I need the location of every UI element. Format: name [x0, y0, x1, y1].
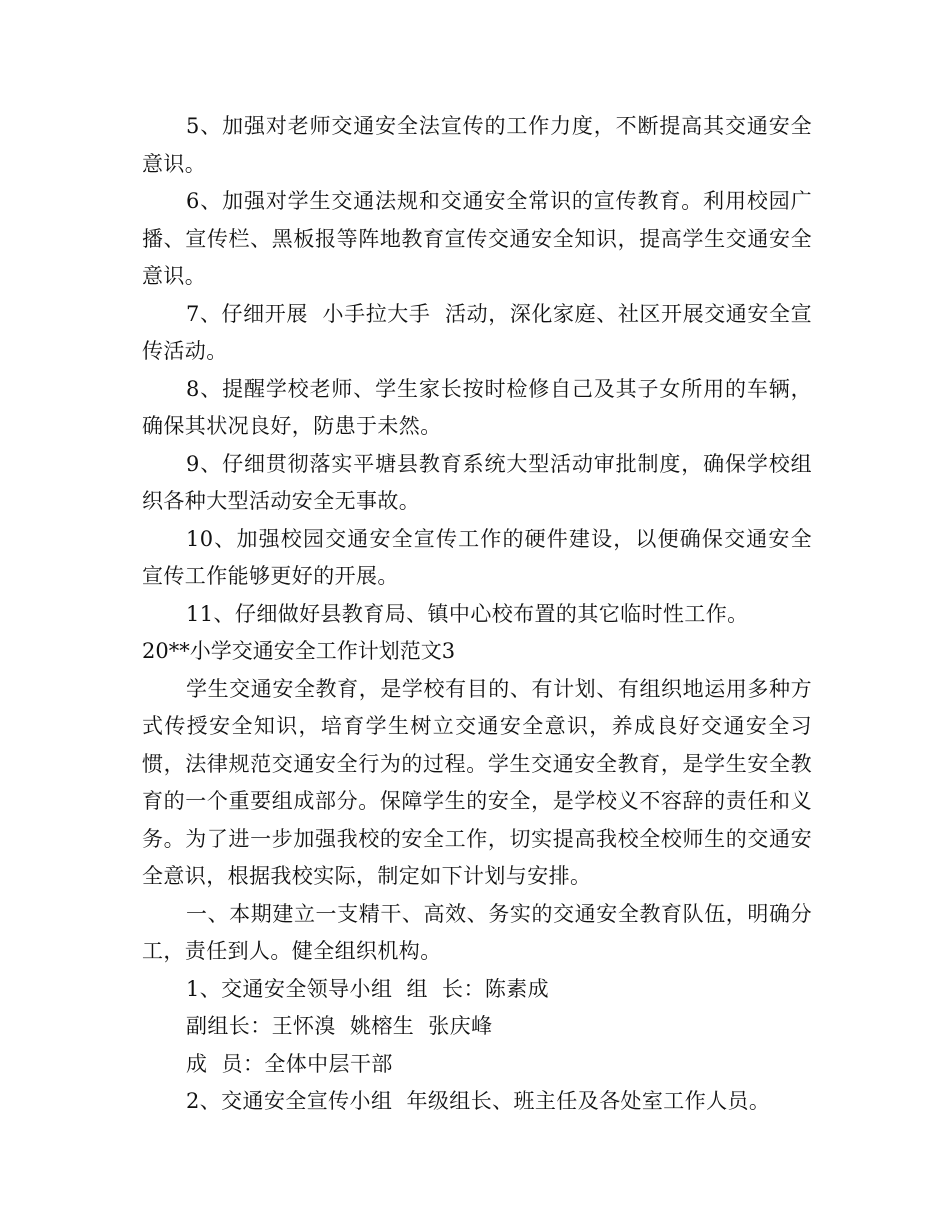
paragraph-item-8: 8、提醒学校老师、学生家长按时检修自己及其子女所用的车辆，确保其状况良好，防患于未然。 [142, 376, 812, 438]
paragraph-item-9: 9、仔细贯彻落实平塘县教育系统大型活动审批制度，确保学校组织各种大型活动安全无事故。 [142, 451, 812, 513]
paragraph-item-5: 5、加强对老师交通安全法宣传的工作力度，不断提高其交通安全意识。 [142, 114, 812, 176]
section-heading: 20**小学交通安全工作计划范文3 [142, 639, 456, 663]
intro-paragraph: 学生交通安全教育，是学校有目的、有计划、有组织地运用多种方式传授安全知识，培育学生树立交通安全意识，养成良好交通安全习惯，法律规范交通安全行为的过程。学生交通安全教育，是学生安全教育的一个重要组成部分。保障学生的安全，是学校义不容辞的责任和义务。为了进一步加强我校的安全工作，切实提高我校全校师生的交通安全意识，根据我校实际，制定如下计划与安排。 [142, 676, 812, 888]
publicity-group-line: 2、交通安全宣传小组 年级组长、班主任及各处室工作人员。 [186, 1089, 771, 1113]
paragraph-item-7: 7、仔细开展 小手拉大手 活动，深化家庭、社区开展交通安全宣传活动。 [142, 301, 812, 363]
document-body [142, 108, 812, 1121]
paragraph-item-11: 11、仔细做好县教育局、镇中心校布置的其它临时性工作。 [186, 601, 749, 626]
paragraph-item-6: 6、加强对学生交通法规和交通安全常识的宣传教育。利用校园广播、宣传栏、黑板报等阵地教育宣传交通安全知识，提高学生交通安全意识。 [142, 189, 812, 288]
members-line: 成 员：全体中层干部 [186, 1051, 393, 1076]
leadership-group-line: 1、交通安全领导小组 组 长：陈素成 [186, 976, 550, 1001]
paragraph-item-10: 10、加强校园交通安全宣传工作的硬件建设，以便确保交通安全宣传工作能够更好的开展。 [142, 526, 812, 588]
deputy-leaders-line: 副组长：王怀溴 姚榕生 张庆峰 [186, 1014, 493, 1038]
section-one-paragraph: 一、本期建立一支精干、高效、务实的交通安全教育队伍，明确分工，责任到人。健全组织机构。 [142, 901, 812, 963]
